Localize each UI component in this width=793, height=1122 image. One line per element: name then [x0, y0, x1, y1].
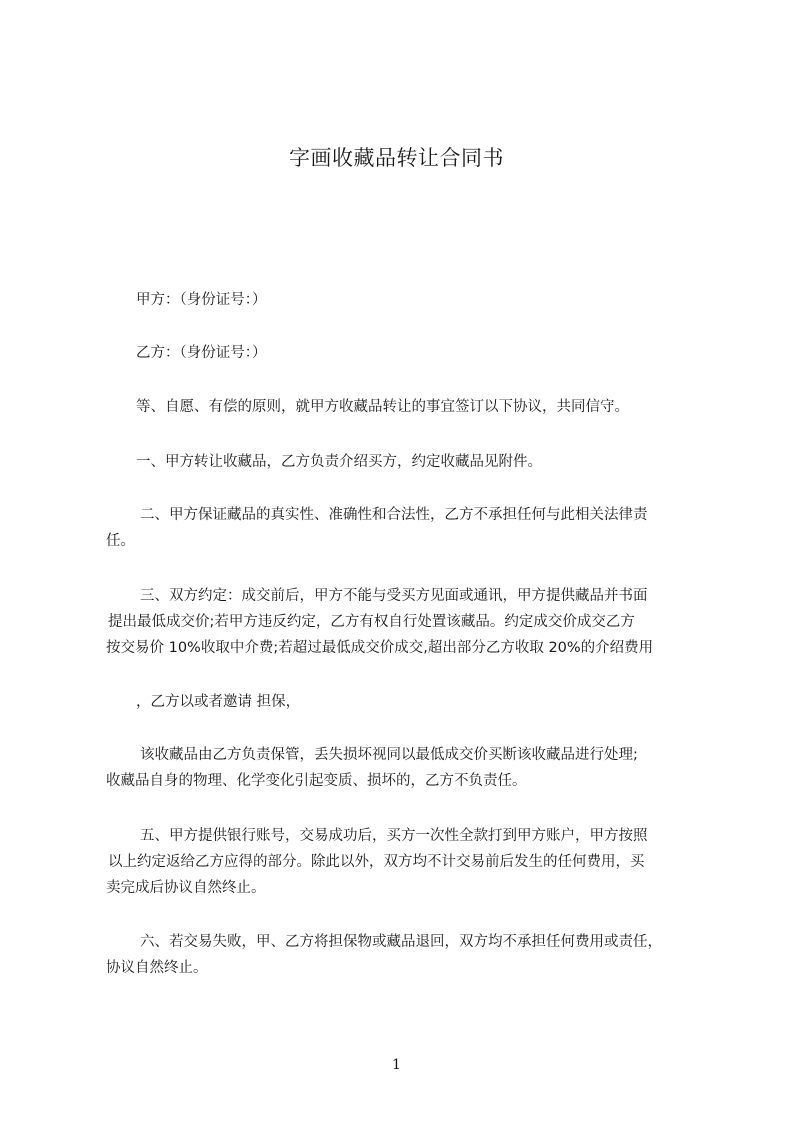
clause-5-line-2: 以上约定返给乙方应得的部分。除此以外，双方均不计交易前后发生的任何费用，买 — [108, 854, 645, 870]
custody-line-1: 该收藏品由乙方负责保管，丢失损坏视同以最低成交价买断该收藏品进行处理; — [140, 747, 638, 763]
clause-3-line-2: 提出最低成交价;若甲方违反约定，乙方有权自行处置该藏品。约定成交价成交乙方 — [108, 614, 635, 630]
clause-2-line-2: 任。 — [106, 533, 135, 549]
intro-paragraph: 等、自愿、有偿的原则，就甲方收藏品转让的事宜签订以下协议，共同信守。 — [136, 399, 629, 415]
clause-3-line-1: 三、双方约定：成交前后，甲方不能与受买方见面或通讯，甲方提供藏品并书面 — [140, 588, 648, 604]
clause-6-line-1: 六、若交易失败，甲、乙方将担保物或藏品退回，双方均不承担任何费用或责任， — [140, 934, 662, 950]
clause-5-line-1: 五、甲方提供银行账号，交易成功后，买方一次性全款打到甲方账户，甲方按照 — [140, 828, 648, 844]
clause-3-line-3: 按交易价 10%收取中介费;若超过最低成交价成交,超出部分乙方收取 20%的介绍费用 — [106, 640, 654, 656]
custody-line-2: 收藏品自身的物理、化学变化引起变质、损坏的，乙方不负责任。 — [106, 773, 527, 789]
page-number: 1 — [392, 1057, 401, 1073]
clause-2-line-1: 二、甲方保证藏品的真实性、准确性和合法性，乙方不承担任何与此相关法律责 — [140, 507, 648, 523]
clause-6-line-2: 协议自然终止。 — [106, 960, 208, 976]
party-b-line: 乙方：（身份证号：） — [136, 345, 267, 361]
clause-1: 一、甲方转让收藏品，乙方负责介绍买方，约定收藏品见附件。 — [136, 454, 542, 470]
clause-5-line-3: 卖完成后协议自然终止。 — [106, 880, 266, 896]
document-title: 字画收藏品转让合同书 — [289, 146, 504, 170]
guarantee-fragment: ，乙方以或者邀请 担保， — [136, 694, 301, 710]
party-a-line: 甲方：（身份证号：） — [136, 292, 267, 308]
